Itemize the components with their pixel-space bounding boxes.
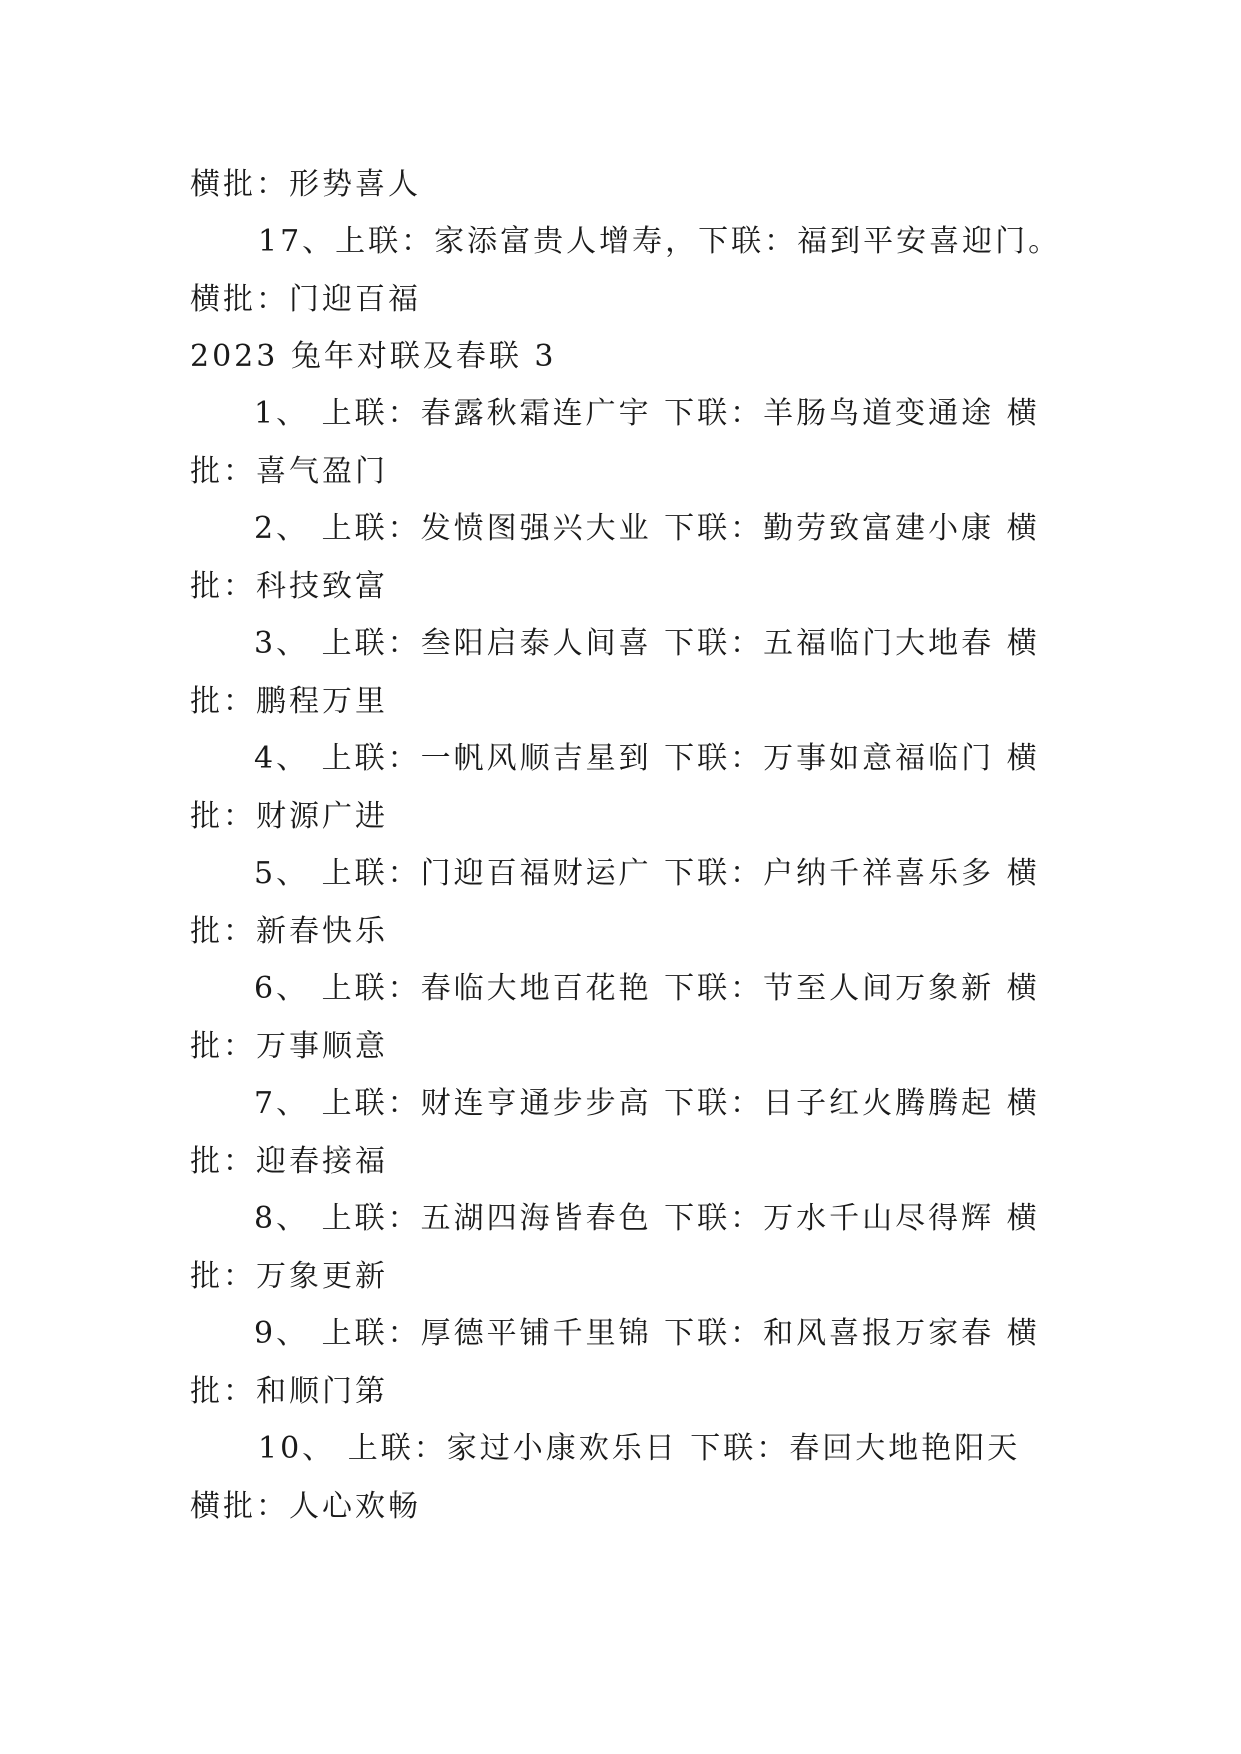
text-line: 批：迎春接福 bbox=[190, 1144, 388, 1179]
text-line: 7、 上联：财连亨通步步高 下联：日子红火腾腾起 横 bbox=[254, 1086, 1040, 1121]
text-line: 6、 上联：春临大地百花艳 下联：节至人间万象新 横 bbox=[254, 971, 1040, 1006]
text-line: 批：新春快乐 bbox=[190, 914, 388, 949]
text-line: 横批：形势喜人 bbox=[190, 167, 421, 202]
text-line: 批：鹏程万里 bbox=[190, 684, 388, 719]
text-line: 3、 上联：叁阳启泰人间喜 下联：五福临门大地春 横 bbox=[254, 626, 1040, 661]
text-line: 1、 上联：春露秋霜连广宇 下联：羊肠鸟道变通途 横 bbox=[254, 396, 1040, 431]
text-line: 4、 上联：一帆风顺吉星到 下联：万事如意福临门 横 bbox=[254, 741, 1040, 776]
text-line: 批：喜气盈门 bbox=[190, 454, 388, 489]
text-line: 批：科技致富 bbox=[190, 569, 388, 604]
text-line: 9、 上联：厚德平铺千里锦 下联：和风喜报万家春 横 bbox=[254, 1316, 1040, 1351]
section-heading: 2023 兔年对联及春联 3 bbox=[190, 339, 557, 374]
text-line: 17、上联：家添富贵人增寿，下联：福到平安喜迎门。 bbox=[258, 224, 1062, 259]
text-line: 批：万象更新 bbox=[190, 1259, 388, 1294]
text-line: 10、 上联：家过小康欢乐日 下联：春回大地艳阳天 bbox=[258, 1431, 1021, 1466]
text-line: 5、 上联：门迎百福财运广 下联：户纳千祥喜乐多 横 bbox=[254, 856, 1040, 891]
text-line: 2、 上联：发愤图强兴大业 下联：勤劳致富建小康 横 bbox=[254, 511, 1040, 546]
text-line: 批：万事顺意 bbox=[190, 1029, 388, 1064]
text-line: 8、 上联：五湖四海皆春色 下联：万水千山尽得辉 横 bbox=[254, 1201, 1040, 1236]
text-line: 批：和顺门第 bbox=[190, 1374, 388, 1409]
text-line: 批：财源广进 bbox=[190, 799, 388, 834]
text-line: 横批：门迎百福 bbox=[190, 282, 421, 317]
text-line: 横批：人心欢畅 bbox=[190, 1489, 421, 1524]
